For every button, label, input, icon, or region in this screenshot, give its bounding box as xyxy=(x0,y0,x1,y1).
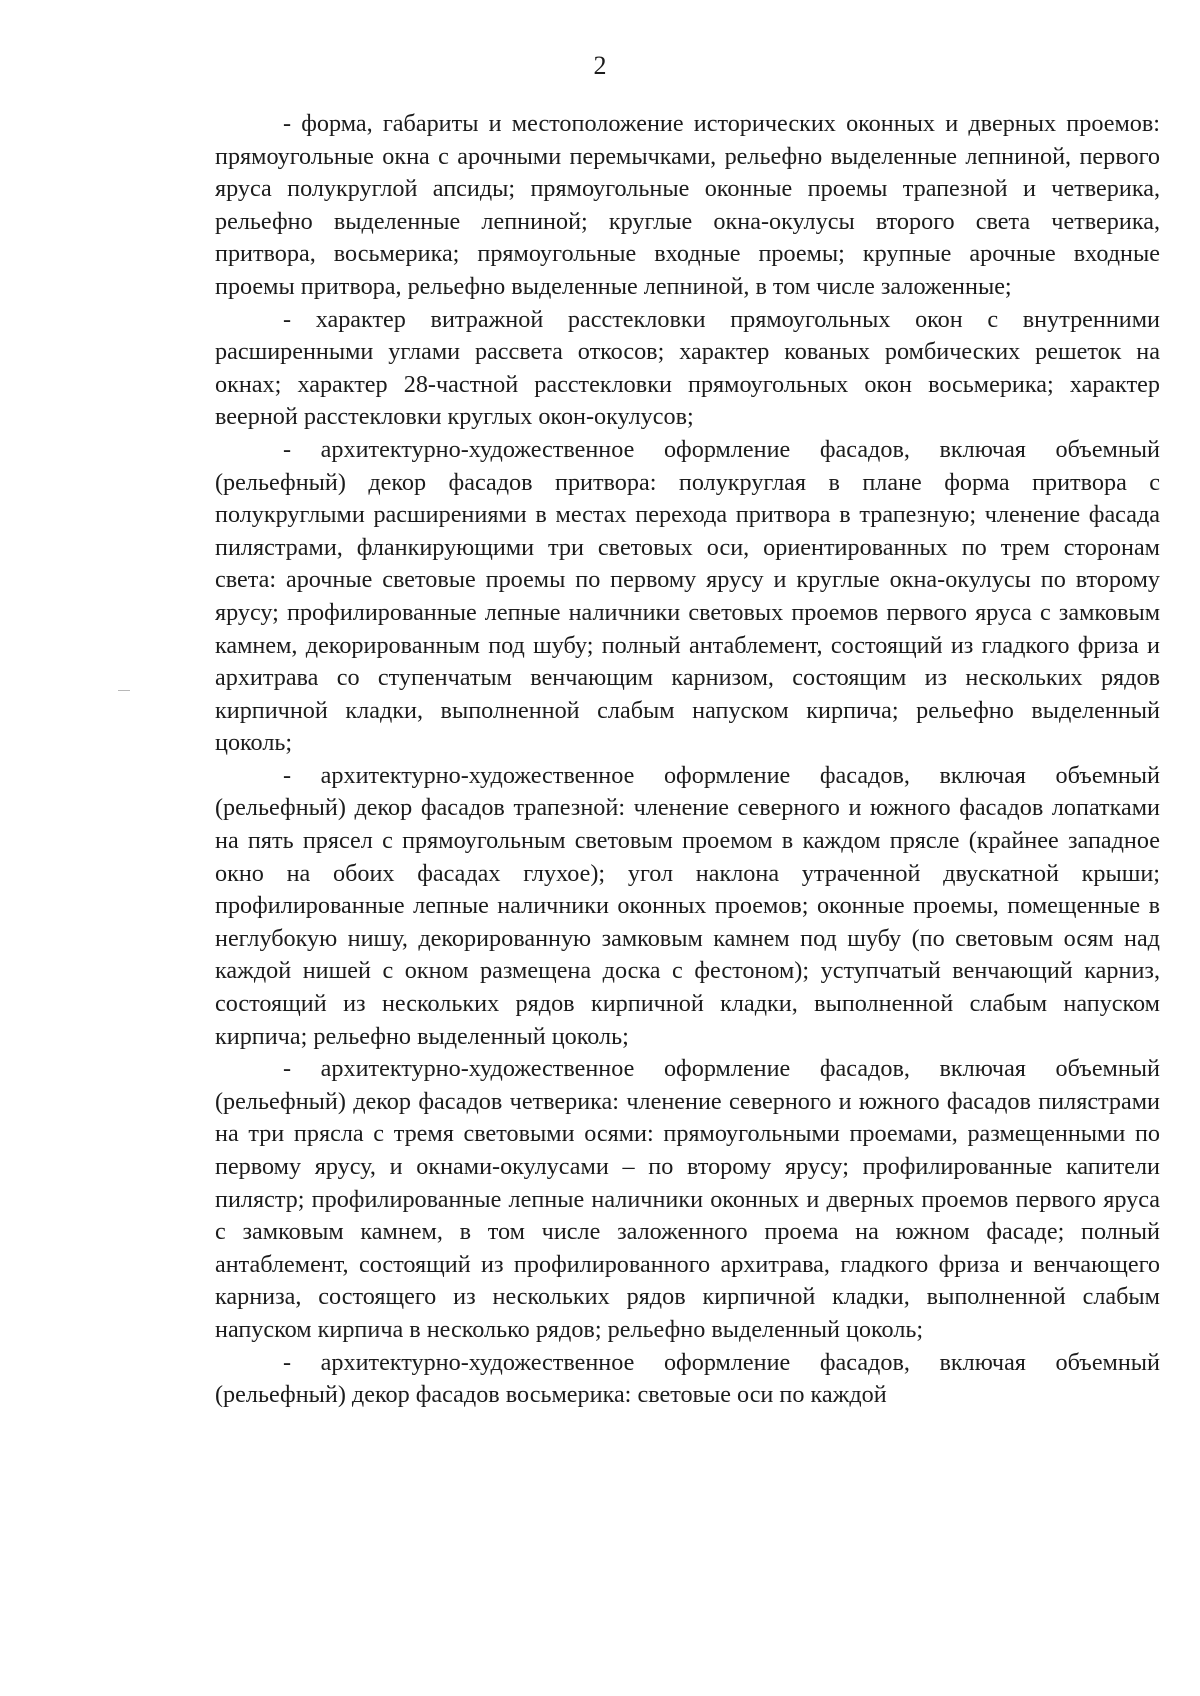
page-number: 2 xyxy=(593,51,607,80)
paragraph-refectory-facades: - архитектурно-художественное оформление фасадов, включая объемный (рельефный) декор фасадов трапезной: членение северного и южного фасадов лопатками на пять прясел с прямоугольным световым проемом в каждом прясле (крайнее западное окно на обоих фасадах глухое); угол наклона утраченной двускатной крыши; профилированные лепные наличники оконных проемов; оконные проемы, помещенные в неглубокую нишу, декорированную замковым камнем под шубу (по световым осям над каждой нишей с окном размещена доска с фестоном); уступчатый венчающий карниз, состоящий из нескольких рядов кирпичной кладки, выполненной слабым напуском кирпича; рельефно выделенный цоколь; xyxy=(215,761,1160,1050)
document-body xyxy=(215,108,1160,1412)
paragraph-narthex-facades: - архитектурно-художественное оформление фасадов, включая объемный (рельефный) декор фасадов притвора: полукруглая в плане форма притвора с полукруглыми расширениями в местах перехода притвора в трапезную; членение фасада пилястрами, фланкирующими три световых оси, ориентированных по трем сторонам света: арочные световые проемы по первому ярусу и круглые окна-окулусы по второму ярусу; профилированные лепные наличники световых проемов первого яруса с замковым камнем, декорированным под шубу; полный антаблемент, состоящий из гладкого фриза и архитрава со ступенчатым венчающим карнизом, состоящим из нескольких рядов кирпичной кладки, выполненной слабым напуском кирпича; рельефно выделенный цоколь; xyxy=(215,435,1160,757)
paragraph-octagon-facades: - архитектурно-художественное оформление фасадов, включая объемный (рельефный) декор фасадов восьмерика: световые оси по каждой xyxy=(215,1348,1160,1409)
paragraph-chetverik-facades: - архитектурно-художественное оформление фасадов, включая объемный (рельефный) декор фасадов четверика: членение северного и южного фасадов пилястрами на три прясла с тремя световыми осями: прямоугольными проемами, размещенными по первому ярусу, и окнами-окулусами – по второму ярусу; профилированные капители пилястр; профилированные лепные наличники оконных и дверных проемов первого яруса с замковым камнем, в том числе заложенного проема на южном фасаде; полный антаблемент, состоящий из профилированного архитрава, гладкого фриза и венчающего карниза, состоящего из нескольких рядов кирпичной кладки, выполненной слабым напуском кирпича в несколько рядов; рельефно выделенный цоколь; xyxy=(215,1055,1160,1343)
paragraph-window-glazing: - характер витражной расстекловки прямоугольных окон с внутренними расширенными углами рассвета откосов; характер кованых ромбических решеток на окнах; характер 28-частной расстекловки прямоугольных окон восьмерика; характер веерной расстекловки круглых окон-окулусов; xyxy=(215,305,1160,431)
scan-artifact-mark xyxy=(118,690,130,691)
paragraph-window-openings: - форма, габариты и местоположение исторических оконных и дверных проемов: прямоугольные окна с арочными перемычками, рельефно выделенные лепниной, первого яруса полукруглой апсиды; прямоугольные оконные проемы трапезной и четверика, рельефно выделенные лепниной; круглые окна-окулусы второго света четверика, притвора, восьмерика; прямоугольные входные проемы; крупные арочные входные проемы притвора, рельефно выделенные лепниной, в том числе заложенные; xyxy=(215,110,1160,300)
